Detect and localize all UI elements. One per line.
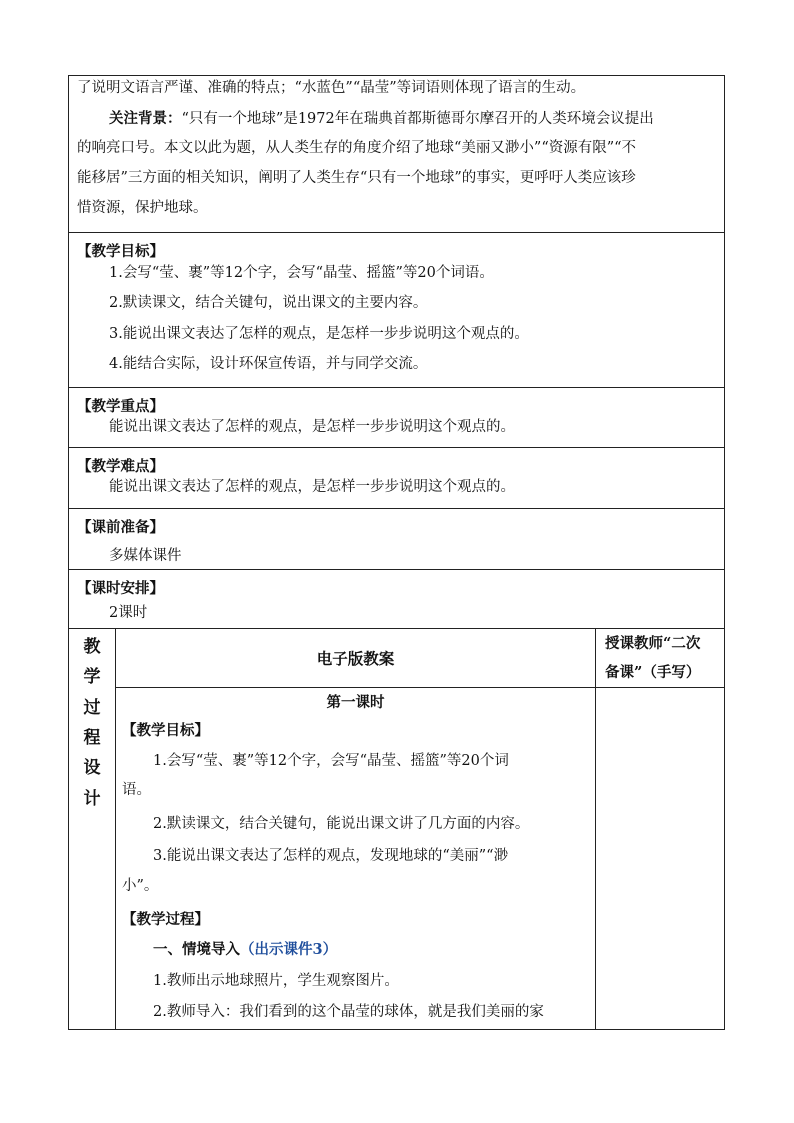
schedule-text: 2课时 xyxy=(109,605,148,621)
difficulties-heading: 【教学难点】 xyxy=(77,458,164,475)
lesson-plan-table xyxy=(68,75,725,1030)
process-section: 教 学 过 程 设 计 电子版教案 授课教师“二次 备课”（手写） 第一课时 【教学目标】 1.会写“莹、裹”等12个字，会写“晶莹、摇篮”等20个词 语。 2.默读课文，结合关键句，能说出课文讲了几方面的内容。 3.能说出课文表达了怎样的观点，发现地球的“美丽”“渺 小”。 【教学过程】 一、情境导入（出示课件3） 1.教师出示地球照片，学生观察图片。 2.教师导入：我们看到的这个晶莹的球体，就是我们美丽的家 xyxy=(69,629,724,1029)
key-points-section xyxy=(69,388,724,448)
goal-item: 3.能说出课文表达了怎样的观点，是怎样一步步说明这个观点的。 xyxy=(109,326,529,342)
preparation-text: 多媒体课件 xyxy=(109,548,182,564)
step1-courseware-note: （出示课件3） xyxy=(240,941,338,958)
background-line-2: 的响亮口号。本文以此为题，从人类生存的角度介绍了地球“美丽又渺小”“资源有限”“不 xyxy=(77,140,637,156)
step1-item-1: 1.教师出示地球照片，学生观察图片。 xyxy=(153,973,399,989)
background-label: 关注背景： xyxy=(109,110,182,127)
lesson-goal-2: 2.默读课文，结合关键句，能说出课文讲了几方面的内容。 xyxy=(153,816,530,832)
process-divider-right xyxy=(595,629,596,1029)
intro-line: 了说明文语言严谨、准确的特点；“水蓝色”“晶莹”等词语则体现了语言的生动。 xyxy=(77,80,586,96)
lesson-goal-1-cont: 语。 xyxy=(122,782,151,798)
lesson-title: 第一课时 xyxy=(326,694,385,711)
schedule-section xyxy=(69,570,724,629)
difficulties-section xyxy=(69,448,724,509)
step1-heading xyxy=(153,935,337,965)
lesson-goal-1: 1.会写“莹、裹”等12个字，会写“晶莹、摇篮”等20个词 xyxy=(153,753,509,769)
schedule-heading: 【课时安排】 xyxy=(77,580,164,597)
electronic-plan-header: 电子版教案 xyxy=(316,649,395,668)
key-points-text: 能说出课文表达了怎样的观点，是怎样一步步说明这个观点的。 xyxy=(109,419,515,435)
background-line-3: 能移居”三方面的相关知识，阐明了人类生存“只有一个地球”的事实，更呼吁人类应该珍 xyxy=(77,170,636,186)
lesson-goal-3: 3.能说出课文表达了怎样的观点，发现地球的“美丽”“渺 xyxy=(153,848,509,864)
goals-section xyxy=(69,233,724,388)
key-points-heading: 【教学重点】 xyxy=(77,398,164,415)
difficulties-text: 能说出课文表达了怎样的观点，是怎样一步步说明这个观点的。 xyxy=(109,479,515,495)
intro-section xyxy=(69,76,724,233)
lesson-goals-heading: 【教学目标】 xyxy=(122,722,209,739)
goal-item: 2.默读课文，结合关键句，说出课文的主要内容。 xyxy=(109,295,428,311)
goal-item: 4.能结合实际，设计环保宣传语，并与同学交流。 xyxy=(109,356,428,372)
step1-item-2: 2.教师导入：我们看到的这个晶莹的球体，就是我们美丽的家 xyxy=(153,1004,544,1020)
goal-item: 1.会写“莹、裹”等12个字，会写“晶莹、摇篮”等20个词语。 xyxy=(109,265,494,281)
preparation-section xyxy=(69,509,724,570)
lesson-goal-3-cont: 小”。 xyxy=(122,878,159,894)
lesson-process-heading: 【教学过程】 xyxy=(122,911,209,928)
teacher-notes-header-line2: 备课”（手写） xyxy=(605,664,701,681)
step1-title: 一、情境导入 xyxy=(153,941,240,958)
goals-heading: 【教学目标】 xyxy=(77,243,164,260)
background-line-1: 关注背景：“只有一个地球”是1972年在瑞典首都斯德哥尔摩召开的人类环境会议提出 xyxy=(109,110,654,127)
preparation-heading: 【课前准备】 xyxy=(77,519,164,536)
teacher-notes-header-line1: 授课教师“二次 xyxy=(605,635,701,652)
background-line-4: 惜资源，保护地球。 xyxy=(77,200,208,216)
